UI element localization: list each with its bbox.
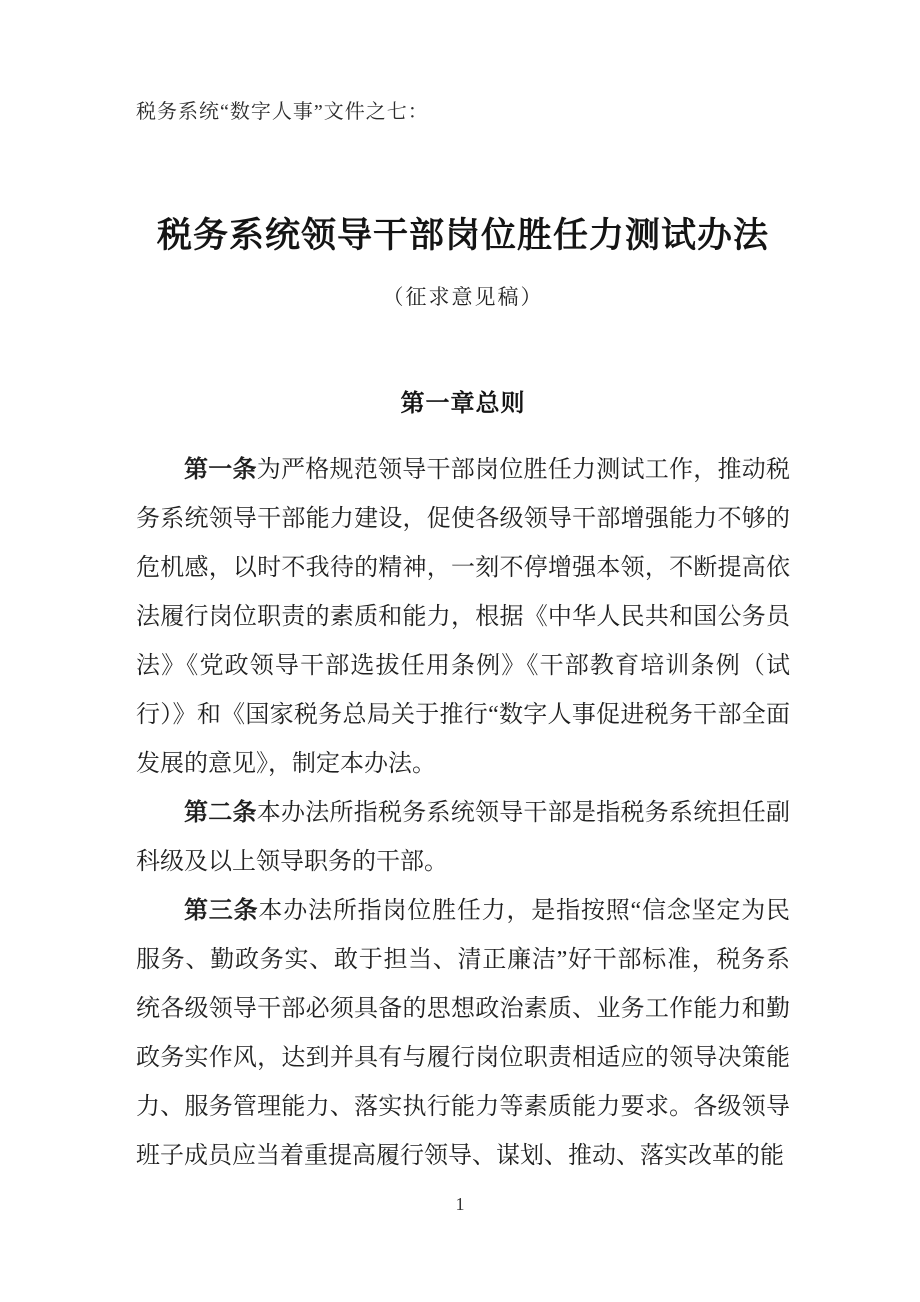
chapter-heading: 第一章总则 <box>400 391 526 417</box>
article-1-text: 为严格规范领导干部岗位胜任力测试工作，推动税务系统领导干部能力建设，促使各级领导干部增强能力不够的危机感，以时不我待的精神，一刻不停增强本领，不断提高依法履行岗位职责的素质和能力，根据《中华人民共和国公务员法》《党政领导干部选拔任用条例》《干部教育培训条例（试行）》和《国家税务总局关于推行“数字人事促进税务干部全面发展的意见》，制定本办法。 <box>136 457 790 777</box>
article-2-text: 本办法所指税务系统领导干部是指税务系统担任副科级及以上领导职务的干部。 <box>136 800 790 875</box>
article-paragraph-1 <box>136 446 790 789</box>
article-paragraph-3 <box>136 887 790 1181</box>
document-subtitle: （征求意见稿） <box>382 285 544 309</box>
article-3-number: 第三条 <box>184 898 259 924</box>
document-series-note: 税务系统“数字人事”文件之七： <box>136 101 429 123</box>
article-3-text: 本办法所指岗位胜任力，是指按照“信念坚定为民服务、勤政务实、敢于担当、清正廉洁”好干部标准，税务系统各级领导干部必须具备的思想政治素质、业务工作能力和勤政务实作风，达到并具有与履行岗位职责相适应的领导决策能力、服务管理能力、落实执行能力等素质能力要求。各级领导班子成员应当着重提高履行领导、谋划、推动、落实改革的能 <box>136 898 790 1169</box>
article-paragraph-2 <box>136 789 790 887</box>
article-1-number: 第一条 <box>184 457 257 483</box>
page-number: 1 <box>455 1194 465 1214</box>
document-title: 税务系统领导干部岗位胜任力测试办法 <box>156 216 769 255</box>
document-body <box>136 446 790 1181</box>
article-2-number: 第二条 <box>184 800 257 826</box>
